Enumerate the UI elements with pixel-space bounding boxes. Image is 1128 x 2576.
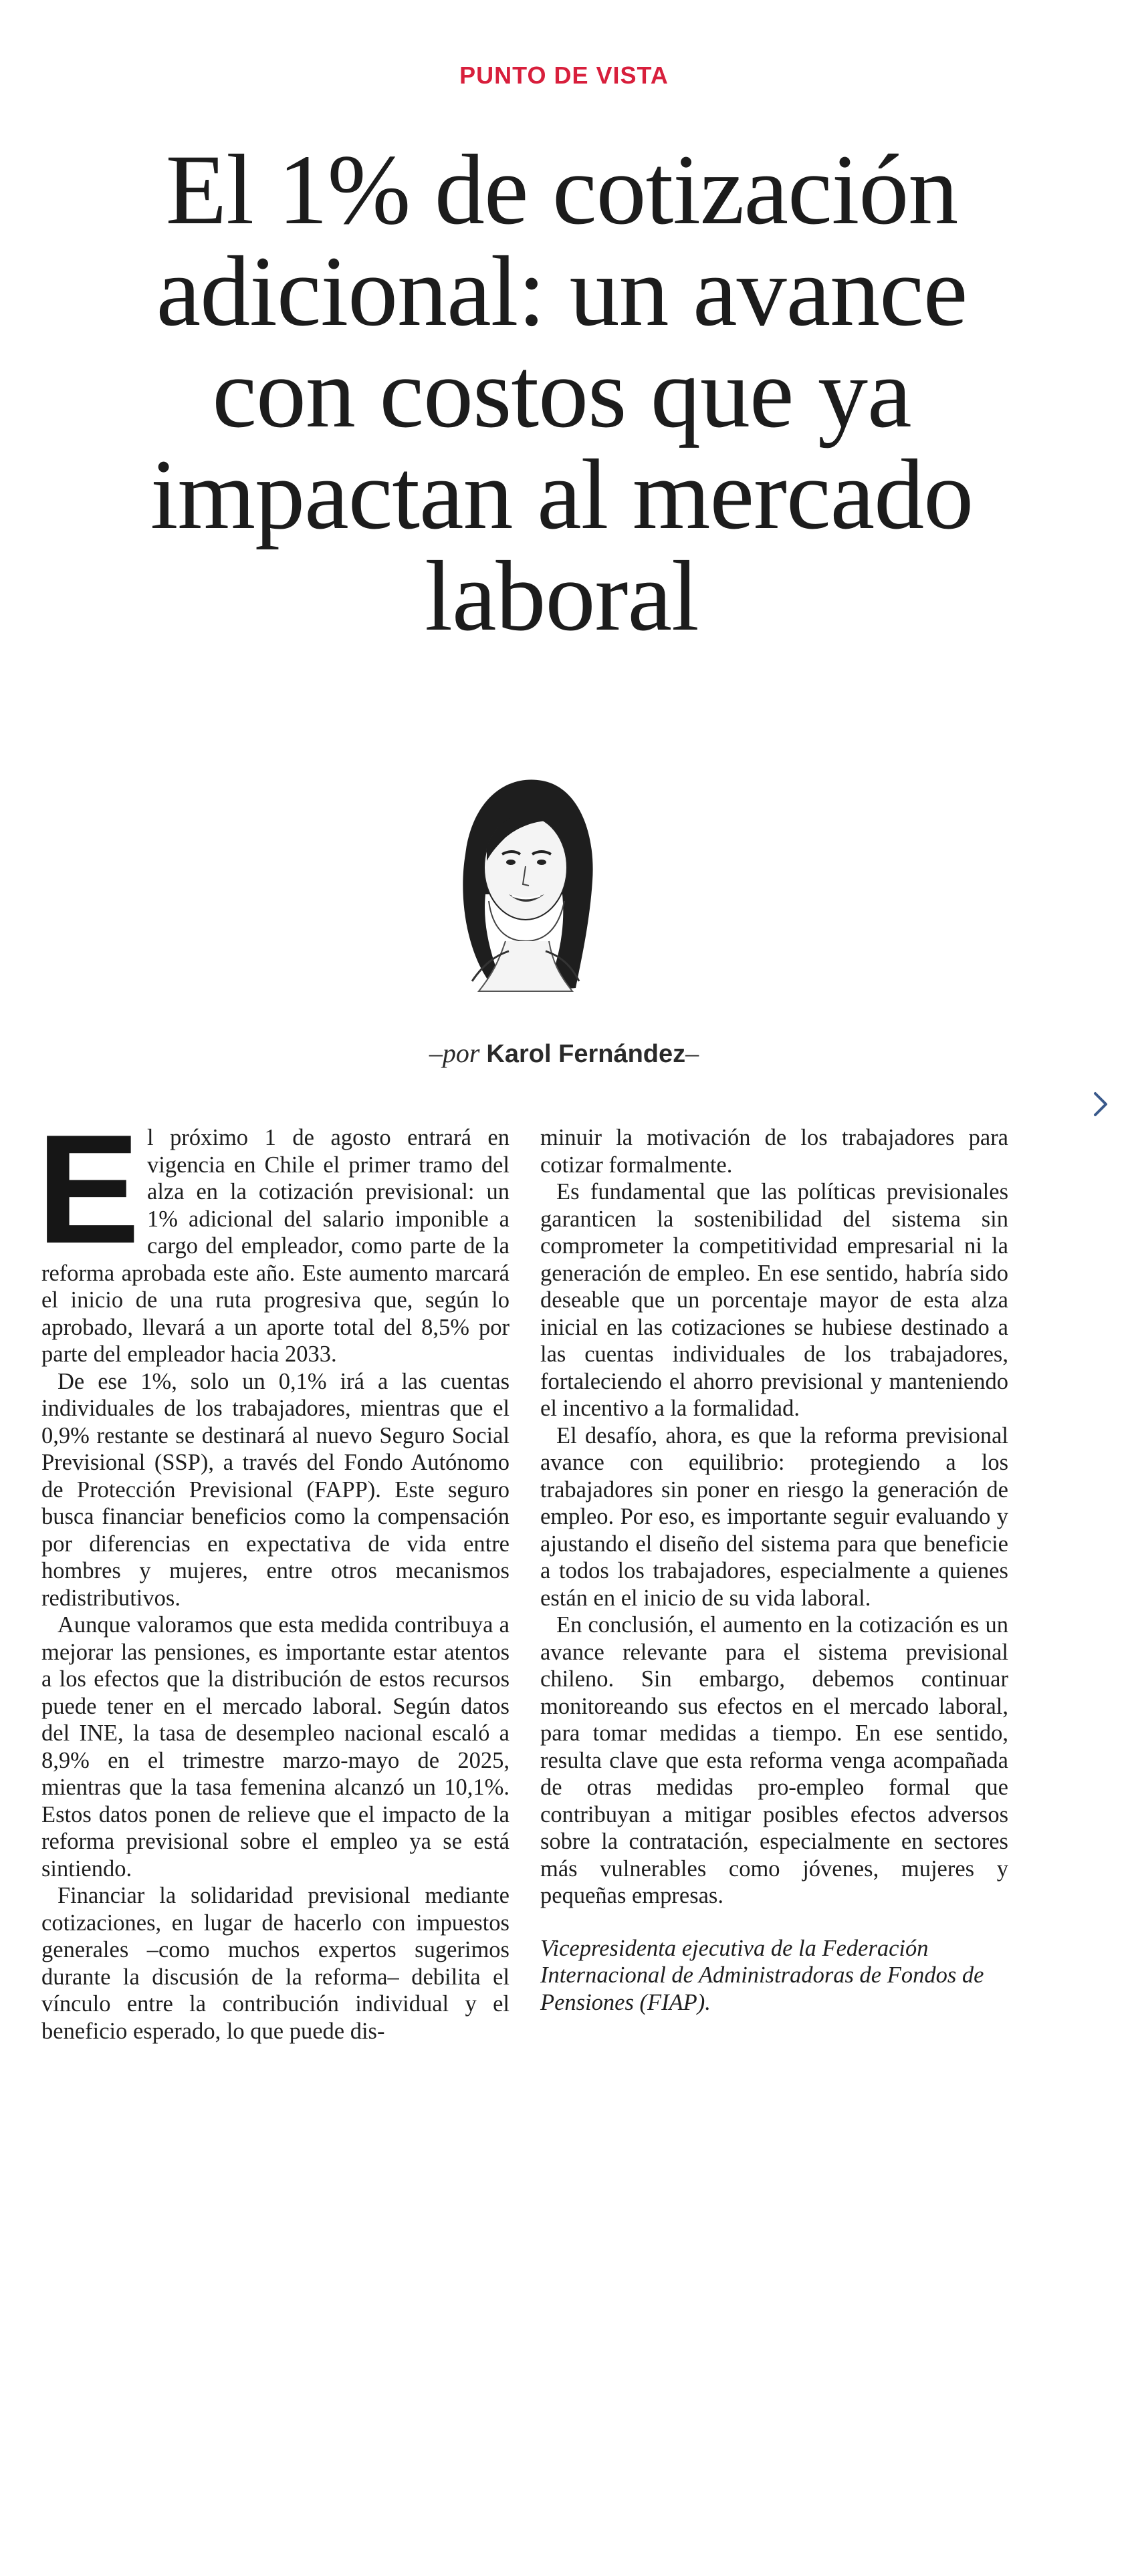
- section-label: PUNTO DE VISTA: [459, 61, 669, 89]
- author-signature: Vicepresidenta ejecutiva de la Federación Internacional de Administradoras de Fondos de Pensiones (FIAP).: [540, 1935, 984, 2015]
- paragraph: minuir la motivación de los trabajadores para cotizar formalmente.: [540, 1125, 1008, 1178]
- next-page-button[interactable]: [1085, 1084, 1117, 1124]
- headline-line: El 1% de cotización: [165, 134, 958, 245]
- author-portrait: [425, 761, 612, 995]
- author-name: Karol Fernández: [486, 1040, 686, 1068]
- article-column-1: [36, 1103, 510, 2045]
- headline-line: adicional: un avance: [156, 236, 968, 347]
- paragraph: Es fundamental que las políticas previsionales garanticen la sostenibilidad del sistema sin comprometer la competitividad empresarial ni la generación de empleo. En ese sentido, habría sido deseable que un porcentaje mayor de esta alza inicial en las cotizaciones se hubiese destinado a las cuentas individuales de los trabajadores, fortaleciendo el ahorro previsional y manteniendo el incentivo a la formalidad.: [540, 1179, 1008, 1421]
- headline-line: laboral: [425, 541, 699, 652]
- paragraph: [36, 1103, 510, 1368]
- headline: [40, 134, 1083, 652]
- byline-dash: –: [429, 1038, 443, 1068]
- paragraph: En conclusión, el aumento en la cotización es un avance relevante para el sistema previsional chileno. Sin embargo, debemos continuar monitoreando sus efectos en el mercado laboral, para tomar medidas a tiempo. En ese sentido, resulta clave que esta reforma venga acompañada de otras medidas pro-empleo formal que contribuyan a mitigar posibles efectos adversos sobre la contratación, especialmente en sectores más vulnerables como jóvenes, mujeres y pequeñas empresas.: [540, 1612, 1008, 1908]
- article-column-2: [540, 1124, 1008, 2016]
- headline-line: con costos que ya: [212, 338, 911, 448]
- paragraph-text: l próximo 1 de agosto entrará en vigencia en Chile el primer tramo del alza en la cotización previsional: un 1% adicional del salario imponible a cargo del empleador, como parte de la reforma aprobada este año. Este aumento marcará el inicio de una ruta progresiva que, según lo aprobado, llevará a un aporte total del 8,5% por parte del empleador hacia 2033.: [41, 1125, 510, 1367]
- byline-prefix: por: [442, 1038, 480, 1068]
- paragraph: Financiar la solidaridad previsional mediante cotizaciones, en lugar de hacerlo con impuestos generales –como muchos expertos sugerimos durante la discusión de la reforma– debilita el vínculo entre la contribución individual y el beneficio esperado, lo que puede dis-: [41, 1883, 510, 2044]
- chevron-right-icon: [1091, 1089, 1110, 1119]
- byline: [0, 1037, 1128, 1069]
- paragraph: De ese 1%, solo un 0,1% irá a las cuentas individuales de los trabajadores, mientras que el 0,9% restante se destinará al nuevo Seguro Social Previsional (SSP), a través del Fondo Autónomo de Protección Previsional (FAPP). Este seguro busca financiar beneficios como la compensación por diferencias en expectativa de vida entre hombres y mujeres, entre otros mecanismos redistributivos.: [41, 1368, 510, 1611]
- byline-dash: –: [685, 1038, 699, 1068]
- paragraph: El desafío, ahora, es que la reforma previsional avance con equilibrio: protegiendo a los trabajadores sin poner en riesgo la generación de empleo. Por eso, es importante seguir evaluando y ajustando el diseño del sistema para que beneficie a todos los trabajadores, especialmente a quienes están en el inicio de su vida laboral.: [540, 1422, 1008, 1611]
- drop-cap: E: [36, 1103, 140, 1276]
- paragraph: Aunque valoramos que esta medida contribuya a mejorar las pensiones, es importante estar atentos a los efectos que la distribución de estos recursos puede tener en el mercado laboral. Según datos del INE, la tasa de desempleo nacional escaló a 8,9% en el trimestre marzo-mayo de 2025, mientras que la tasa femenina alcanzó un 10,1%. Estos datos ponen de relieve que el impacto de la reforma previsional sobre el empleo ya se está sintiendo.: [41, 1612, 510, 1882]
- headline-line: impactan al mercado: [150, 439, 974, 550]
